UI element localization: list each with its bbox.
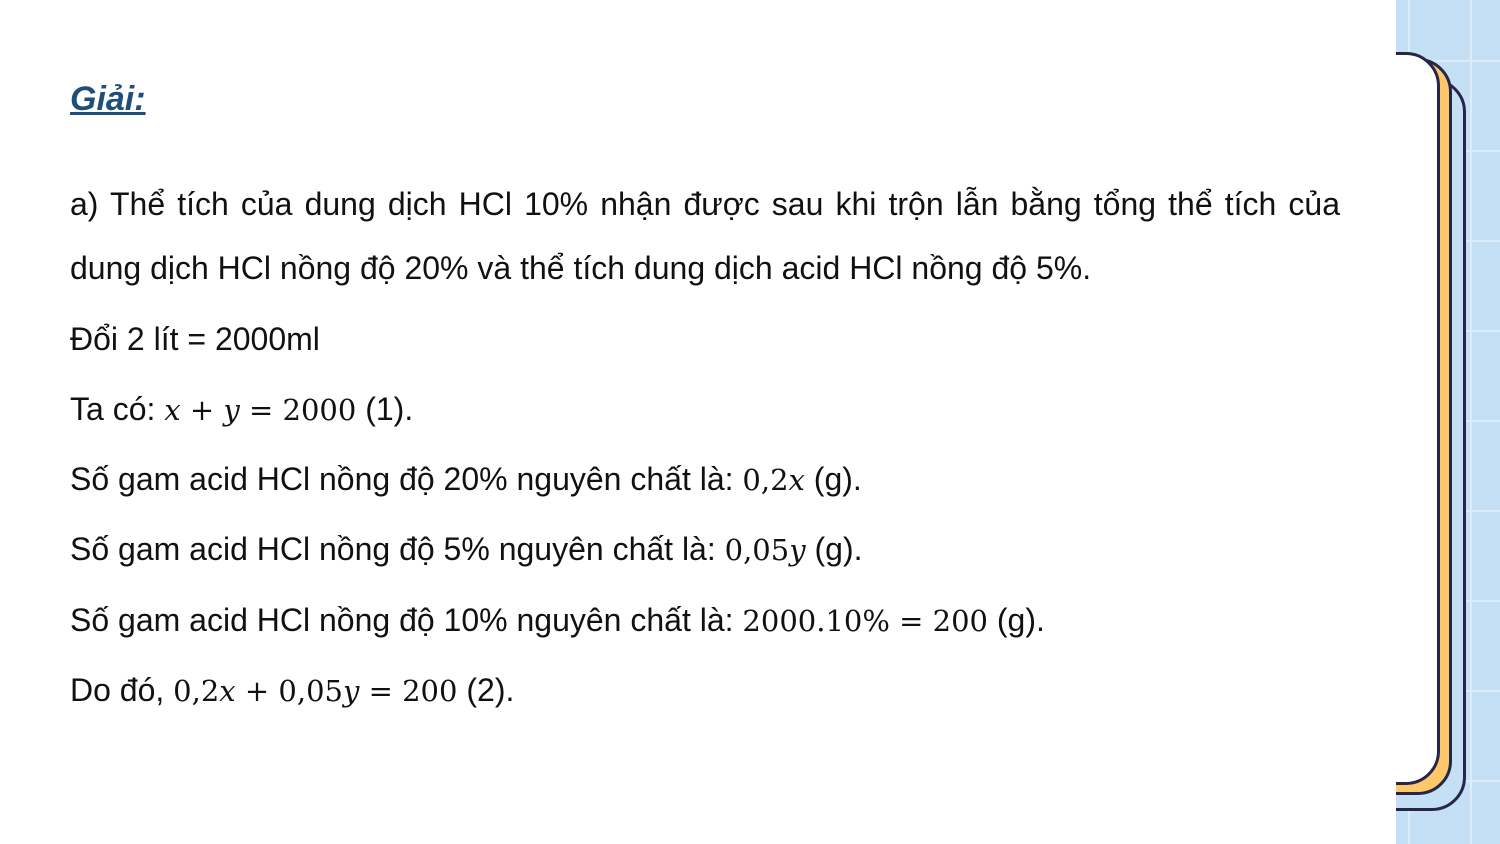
line-hcl-20pct-prefix: Số gam acid HCl nồng độ 20% nguyên chất là:: [70, 461, 743, 497]
line-equation-2: [70, 666, 514, 714]
line-hcl-5pct-prefix: Số gam acid HCl nồng độ 5% nguyên chất là:: [70, 531, 725, 567]
expr-hcl-10pct: 2000.10% = 200: [742, 604, 988, 638]
line-hcl-10pct-suffix: (g).: [988, 602, 1045, 638]
line-equation-1-suffix: (1).: [356, 391, 414, 427]
decorative-side-panel: [1396, 0, 1500, 844]
expr-hcl-20pct: 0,2x: [742, 463, 805, 497]
decorative-card-front: [1396, 52, 1440, 785]
line-hcl-5pct-suffix: (g).: [805, 531, 863, 567]
line-hcl-5pct: [70, 525, 862, 573]
line-hcl-10pct-prefix: Số gam acid HCl nồng độ 10% nguyên chất là:: [70, 602, 743, 638]
equation-1: x + y = 2000: [164, 393, 357, 427]
line-hcl-20pct-suffix: (g).: [804, 461, 862, 497]
line-unit-conversion: Đổi 2 lít = 2000ml: [70, 321, 320, 357]
paragraph-a: a) Thể tích của dung dịch HCl 10% nhận được sau khi trộn lẫn bằng tổng thể tích của dung dịch HCl nồng độ 20% và thể tích dung dịch acid HCl nồng độ 5%.: [70, 186, 1340, 286]
line-equation-1-prefix: Ta có:: [70, 391, 165, 427]
line-hcl-10pct: [70, 596, 1045, 644]
equation-2: 0,2x + 0,05y = 200: [173, 674, 458, 708]
line-equation-2-prefix: Do đó,: [70, 672, 174, 708]
line-equation-1: [70, 385, 413, 433]
slide-content: [70, 0, 1340, 844]
line-hcl-20pct: [70, 455, 862, 503]
line-equation-2-suffix: (2).: [457, 672, 515, 708]
solution-heading: Giải:: [70, 80, 146, 118]
expr-hcl-5pct: 0,05y: [724, 533, 806, 567]
